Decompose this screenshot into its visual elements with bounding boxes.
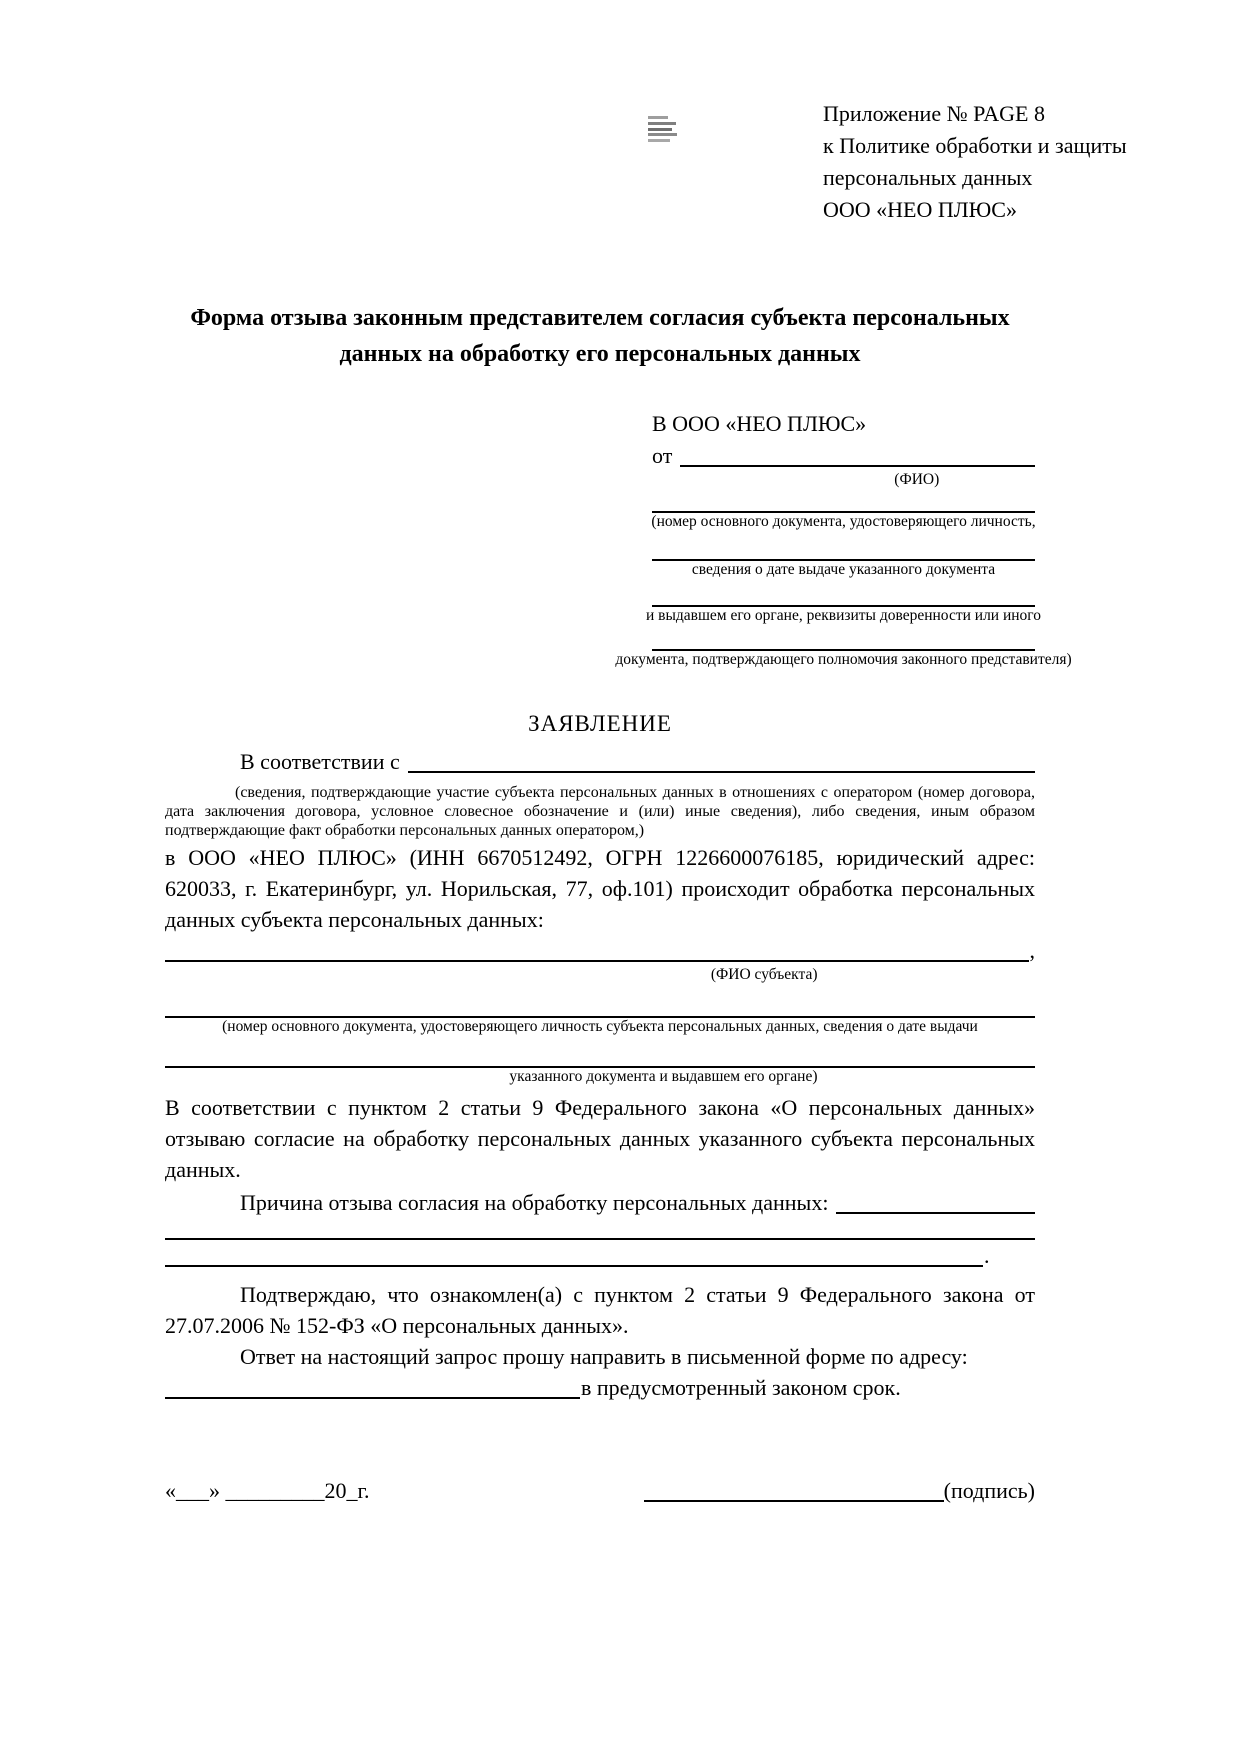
doc-caption: (номер основного документа, удостоверяющего личность, — [651, 513, 1036, 530]
appendix-header — [823, 0, 1127, 226]
formatting-marks-icon — [648, 116, 678, 142]
doc-caption: документа, подтверждающего полномочия законного представителя) — [615, 651, 1072, 668]
from-label: от — [652, 443, 673, 468]
appendix-line: к Политике обработки и защиты — [823, 133, 1127, 158]
confirm-paragraph: Подтверждаю, что ознакомлен(а) с пунктом 2 статьи 9 Федерального закона от 27.07.2006 № 152-ФЗ «О персональных данных». — [165, 1282, 1035, 1338]
reply-suffix: в предусмотренный законом срок. — [581, 1375, 901, 1400]
reply-intro: Ответ на настоящий запрос прошу направить в письменной форме по адресу: — [240, 1344, 968, 1369]
subject-fio-caption: (ФИО субъекта) — [710, 966, 818, 983]
reason-line-2 — [165, 1240, 1035, 1271]
reason-label: Причина отзыва согласия на обработку персональных данных: — [240, 1190, 829, 1215]
blank-field-line — [652, 531, 1035, 561]
blank-field-line — [652, 489, 1035, 513]
appendix-line: персональных данных — [823, 165, 1033, 190]
addressee-to: В ООО «НЕО ПЛЮС» — [652, 411, 867, 436]
withdraw-paragraph: В соответствии с пунктом 2 статьи 9 Федерального закона «О персональных данных» отзываю согласие на обработку персональных данных указанного субъекта персональных данных. — [165, 1095, 1035, 1182]
doc-caption: сведения о дате выдаче указанного документа — [691, 561, 996, 578]
doc-caption: и выдавшем его органе, реквизиты доверенности или иного — [645, 607, 1042, 624]
appendix-line: Приложение № PAGE 8 — [823, 101, 1045, 126]
signature-blank-field — [644, 1500, 944, 1502]
reply-address-line — [165, 1372, 1035, 1403]
trailing-comma: , — [1029, 938, 1035, 963]
intro-caption: (сведения, подтверждающие участие субъекта персональных данных в отношениях с оператором (номер договора, дата заключения договора, условное словесное обозначение и (или) иные сведения), либо сведения, иным образом подтверждающие факт обработки персональных данных оператором,) — [165, 784, 1035, 839]
blank-field-line — [652, 625, 1035, 651]
reason-line — [165, 1187, 1035, 1218]
appendix-line: ООО «НЕО ПЛЮС» — [823, 197, 1017, 222]
intro-blank-field — [408, 771, 1035, 773]
from-blank-field — [680, 465, 1035, 467]
blank-field-line — [165, 984, 1035, 1018]
reason-blank-field — [836, 1212, 1035, 1214]
date-line: «___» _________20_г. — [165, 1478, 370, 1503]
intro-label: В соответствии с — [240, 749, 400, 774]
blank-field-line — [165, 1218, 1035, 1240]
footer — [165, 1475, 1035, 1506]
subject-doc-caption: (номер основного документа, удостоверяющего личность субъекта персональных данных, сведения о дате выдачи — [222, 1018, 978, 1035]
fio-caption: (ФИО) — [894, 471, 940, 488]
subject-doc-caption: указанного документа и выдавшем его органе) — [509, 1068, 818, 1085]
subject-fio-line — [165, 935, 1035, 966]
from-line — [652, 440, 1035, 471]
blank-field-line — [652, 579, 1035, 607]
signature-block — [644, 1475, 1035, 1506]
operator-paragraph: в ООО «НЕО ПЛЮС» (ИНН 6670512492, ОГРН 1226600076185, юридический адрес: 620033, г. Екатеринбург, ул. Норильская, 77, оф.101) происходит обработка персональных данных субъекта персональных данных: — [165, 845, 1035, 932]
statement-heading: ЗАЯВЛЕНИЕ — [528, 711, 672, 736]
signature-caption: (подпись) — [943, 1478, 1035, 1503]
addressee-block — [615, 408, 1072, 669]
subject-fio-blank-field — [165, 960, 1029, 962]
address-blank-field — [165, 1397, 580, 1399]
intro-line — [165, 746, 1035, 777]
trailing-period: . — [984, 1243, 990, 1268]
document-title: Форма отзыва законным представителем согласия субъекта персональных данных на обработку его персональных данных — [190, 305, 1010, 367]
reason-blank-field-2 — [165, 1265, 983, 1267]
blank-field-line — [165, 1036, 1035, 1068]
